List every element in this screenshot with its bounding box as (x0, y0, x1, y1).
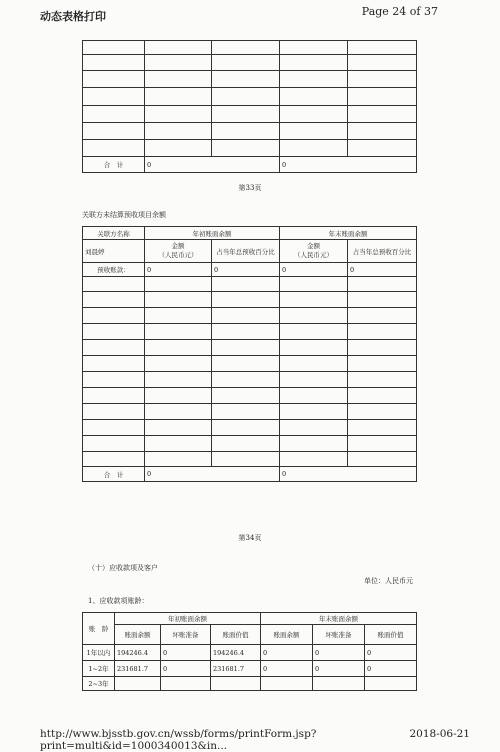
cell-value: 231681.7 (211, 661, 261, 677)
table-row (83, 41, 417, 55)
total-begin-value: 0 (145, 157, 280, 173)
total-row (83, 157, 417, 173)
cell-value: 0 (145, 263, 212, 277)
cell-value: 0 (365, 645, 417, 661)
sub-col-bad-debt: 坏账准备 (161, 625, 211, 645)
cell-value: 0 (161, 661, 211, 677)
cell-value (161, 677, 211, 691)
total-row (83, 467, 417, 482)
sub-col-book-balance: 账面余额 (115, 625, 161, 645)
table-row (83, 71, 417, 88)
sub-col-amount: 金额 （人民币元） (280, 240, 348, 263)
page-url[interactable]: http://www.bjsstb.gov.cn/wssb/forms/printForm.jsp?print=multi&id=1000340013&in... (40, 728, 317, 752)
aging-label: 1~2年 (83, 661, 115, 677)
cell-value: 0 (261, 645, 313, 661)
cell-value: 0 (212, 263, 280, 277)
col-begin-balance: 年初账面余额 (115, 613, 261, 625)
section-heading: （十）应收款项及客户 (88, 564, 158, 572)
sub-col-book-value: 账面价值 (211, 625, 261, 645)
col-aging: 账 龄 (83, 613, 115, 645)
cell-value: 194246.4 (211, 645, 261, 661)
cell-value (261, 677, 313, 691)
table-row (83, 404, 417, 420)
sub-col-percent: 占当年总预收百分比 (212, 240, 280, 263)
cell-value: 0 (261, 661, 313, 677)
table-row (83, 292, 417, 308)
table-row (83, 123, 417, 140)
table-title-advance-receipts: 关联方未结算预收项目余额 (82, 211, 166, 219)
cell-value (115, 677, 161, 691)
print-date: 2018-06-21 (409, 728, 470, 740)
table-row (83, 356, 417, 372)
col-end-balance: 年末账面余额 (280, 227, 417, 240)
sub-col-bad-debt: 坏账准备 (313, 625, 365, 645)
related-party-name: 刘晨婷 (83, 240, 145, 263)
cell-value: 0 (280, 263, 348, 277)
page-indicator: Page 24 of 37 (361, 5, 438, 18)
unit-label: 单位：人民币元 (364, 577, 413, 585)
table-row (83, 263, 417, 277)
sub-heading: 1、应收款项账龄： (88, 597, 149, 605)
cell-value (211, 677, 261, 691)
table-row (83, 645, 417, 661)
cell-value (313, 677, 365, 691)
print-title: 动态表格打印 (40, 10, 106, 23)
sub-col-book-value: 账面价值 (365, 625, 417, 645)
total-begin-value: 0 (145, 467, 280, 482)
table-row (83, 106, 417, 123)
col-end-balance: 年末账面余额 (261, 613, 417, 625)
cell-value: 0 (161, 645, 211, 661)
cell-value: 231681.7 (115, 661, 161, 677)
table-row (83, 55, 417, 71)
table-receivables-aging (82, 612, 417, 691)
aging-label: 2~3年 (83, 677, 115, 691)
table-row (83, 452, 417, 467)
page-number-34: 第34页 (238, 534, 262, 542)
total-label: 合 计 (83, 467, 145, 482)
sub-col-amount: 金额 （人民币元） (145, 240, 212, 263)
sub-col-percent: 占当年总预收百分比 (348, 240, 417, 263)
table-row (83, 340, 417, 356)
table-row (83, 140, 417, 157)
table-row (83, 388, 417, 404)
total-label: 合 计 (83, 157, 145, 173)
table-row (83, 436, 417, 452)
total-end-value: 0 (280, 467, 417, 482)
table-row (83, 677, 417, 691)
table-row (83, 420, 417, 436)
page-number-33: 第33页 (238, 184, 262, 192)
total-end-value: 0 (280, 157, 417, 173)
cell-value: 0 (348, 263, 417, 277)
col-begin-balance: 年初账面余额 (145, 227, 280, 240)
cell-value: 0 (313, 645, 365, 661)
cell-value: 0 (365, 661, 417, 677)
aging-label: 1年以内 (83, 645, 115, 661)
cell-value: 0 (313, 661, 365, 677)
table-row (83, 324, 417, 340)
sub-col-book-balance: 账面余额 (261, 625, 313, 645)
table-row (83, 308, 417, 324)
table-advance-receipts (82, 226, 417, 482)
table-row (83, 277, 417, 292)
cell-value: 194246.4 (115, 645, 161, 661)
col-related-party: 关联方名称 (83, 227, 145, 240)
table-previous-page (82, 40, 417, 173)
cell-value (365, 677, 417, 691)
row-item-label: 预收账款： (83, 263, 145, 277)
table-row (83, 661, 417, 677)
table-row (83, 372, 417, 388)
table-row (83, 88, 417, 106)
